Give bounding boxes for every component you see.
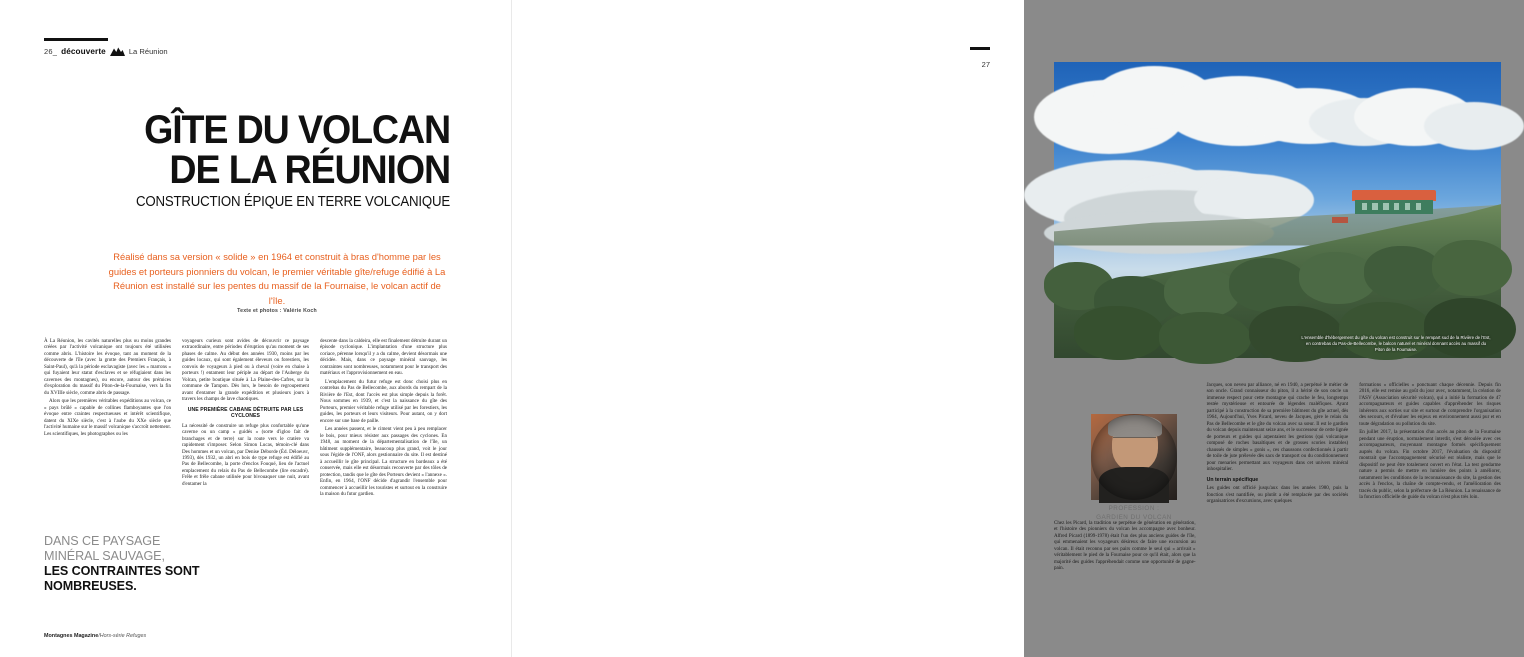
pull-quote — [44, 534, 204, 593]
magazine-name: Montagnes Magazine — [44, 633, 99, 639]
photo-caption: L'ensemble d'hébergement du gîte du volcan est construit sur le rempart sud de la Rivière de l'Est, en contrebas du Pas-de-Bellecombe, le balcon naturel et minéral donnant accès au massif du Piton de la Fournaise. — [1301, 334, 1491, 352]
paragraph: Chez les Picard, la tradition se perpétue de génération en génération, et l'histoire des pionniers du volcan les accompagne avec bonheur. Alfred Picard (1899-1978) était l'un des plus anciens guides de l'île, qui emmenaient les voyageurs désireux de faire une excursion au volcan. Il était reconnu par ses pairs comme le seul qui « arrivait » véritablement le pied de la Fournaise pour ce qu'il était, alors que la majorité des guides l'appréhendait comme une opportunité de gagne-pain. — [1054, 520, 1196, 572]
subheading-terrain: Un terrain spécifique — [1206, 476, 1259, 483]
profession-label: PROFESSION : — [1108, 505, 1160, 512]
gite-annexe-roof — [1434, 192, 1460, 199]
paragraph: Les guides ont officié jusqu'aux dans les années 1980, puis la fonction s'est nantifiée, ou plutôt a été remplacée par des sociétés organisatrices d'excursions, avec quelques — [1206, 485, 1349, 505]
running-head-left — [44, 47, 168, 56]
paragraph: L'emplacement du futur refuge est donc choisi plus en contrebas du Pas de Bellecombe, aux abords du rempart de la Rivière de l'Est, dont l'accès est plus simple depuis la forêt. Nous sommes en 1939, et c'est la naissance du gîte des Porteurs, premier véritable refuge utilisé par les forestiers, les guides, les porteurs et leurs visiteurs. Pour autant, on y dort encore sur une base de paille. — [320, 378, 447, 424]
column-3 — [320, 338, 447, 613]
hero-photo — [1054, 62, 1501, 358]
standfirst — [108, 250, 446, 308]
paragraph: descente dans la caldeira, elle est finalement détruite durant un épisode cyclonique. L'implantation d'une structure plus coriace, pérenne lorsqu'il y a du calme, devient désormais une décidée. Mais, dans ce paysage minéral sauvage, les contraintes sont nombreuses, notamment pour le transport des matériaux et l'approvisionnement en eau. — [320, 338, 447, 377]
column-r2 — [1207, 382, 1349, 614]
gite-outbuilding — [1464, 202, 1486, 209]
running-head-rule-right — [970, 47, 990, 50]
paragraph: formations « officielles » ponctuant chaque décennie. Depuis fin 2016, elle est remise au goût du jour avec, notamment, la création de l'ASV (Association sécurité volcan), qui a initié la formation de 47 accompagnateurs et guides capables d'appréhender les risques inhérents aux sorties sur site et surtout de comprendre l'organisation des secours, et d'évaluer les enjeux en environnement aussi pur et en toute dégradation ou pollution du site. — [1359, 382, 1501, 427]
window — [1394, 203, 1399, 210]
standfirst-text: Réalisé dans sa version « solide » en 1964 et construit à bras d'homme par les guides et porteurs pionniers du volcan, le premier véritable gîte/refuge édifié à La Réunion est installé sur les pentes du massif de la Fournaise, le volcan actif de l'île. — [108, 251, 446, 306]
window — [1416, 203, 1421, 210]
paragraph: À La Réunion, les cavités naturelles plus ou moins grandes créées par l'activité volcanique ont toujours été utilisées comme abris. L'histoire les évoque, tant au moment de la découverte de l'île (avec la grotte des Premiers Français, à Saint-Paul), qu'à la période esclavagiste (avec les « marrons » qui fuyaient leur statut d'esclaves et se réfugiaient dans les cavernes des montagnes), ou encore, autour des prémices d'exploration du massif du Piton-de-la-Fournaise, vers la fin du XVIIIe siècle, comme abris de passage. — [44, 338, 171, 396]
paragraph: Alors que les premières véritables expéditions au volcan, ce « pays brûlé » capable de collines flamboyantes que l'on évoque entre craintes respectueuses et intérêt scientifique, datent du XIXe siècle, c'est à l'aube du XXe siècle que l'activité humaine sur le massif volcanique s'accroît nettement. Les scientifiques, les photographes ou les — [44, 398, 171, 437]
paragraph: La nécessité de construire un refuge plus confortable qu'une caverne ou un camp « guidés » (sorte d'igloo fait de branchages et de terre) sur la route vers le cratère va rapidement s'imposer. Selon Simon Lucas, témoin-clé dans Des hommes et un volcan, par Denise Déborde (Éd. Déloeuvr, 1993), dès 1932, un abri en bois de type refuge est édifié au Pas de Bellecombe, la porte d'enclos Fouqué, lieu de l'actuel emplacement du relais du Pas de Bellecombe (lire encadré). Frêle et frêle cabane utilisée pour bivouaquer une nuit, avant d'entamer la — [182, 422, 309, 487]
folio-right: 27 — [981, 60, 990, 69]
window — [1405, 203, 1410, 210]
folio-left: 26_ — [44, 47, 58, 56]
page-right — [512, 0, 1501, 657]
window — [1372, 203, 1377, 210]
paragraph: En juillet 2017, la présentation d'un accès au piton de la Fournaise pendant une éruption, normalement interdit, s'est déroulée avec ces accompagnateurs, moyennant montagne formés spécifiquement auprès du volcan. Fin octobre 2017, l'évaluation du dispositif montrait que l'accompagnement sécurisé est réaliste, mais que le dispositif ne peut être totalement ouvert en l'état. La test gendarme nature a permis de mettre en lumière des points à améliorer, notamment les conditions de la reconnaissance du site, la gestion des accès à l'enclos, la chaîne de compte-rendu, et l'amélioration des tracés du public, selon la préfecture de La Réunion. La renaissance de la fonction officielle de guide du volcan n'est plus très loin. — [1359, 429, 1501, 501]
pull-quote-light: DANS CE PAYSAGE MINÉRAL SAUVAGE, — [44, 534, 165, 563]
destination-label: La Réunion — [128, 47, 168, 56]
magazine-issue: /Hors-série Refuges — [98, 633, 147, 639]
vegetation — [1164, 268, 1240, 318]
body-columns-right — [1054, 382, 1501, 614]
headline-kicker: CONSTRUCTION ÉPIQUE EN TERRE VOLCANIQUE — [135, 194, 450, 211]
gite-wall — [1355, 200, 1432, 214]
portrait-spacer — [1054, 382, 1196, 520]
page-title — [0, 108, 450, 211]
headline-line-1: GÎTE DU VOLCAN — [144, 108, 450, 152]
footer-left — [44, 633, 146, 639]
byline-credit: Texte et photos : Valérie Koch — [237, 308, 317, 314]
window — [1383, 203, 1388, 210]
headline-line-2: DE LA RÉUNION — [169, 147, 450, 192]
pull-quote-bold: LES CONTRAINTES SONT NOMBREUSES. — [44, 563, 200, 593]
gite-building-main — [1352, 190, 1436, 214]
running-head-right — [970, 47, 990, 72]
section-label: découverte — [61, 47, 106, 56]
running-head-rule — [44, 38, 108, 41]
paragraph: voyageurs curieux sont avides de découvrir ce paysage extraordinaire, entre périodes d'éruption qu'au moment de ses phases de calme. Au début des années 1930, moins par les guides locaux, qui sont également éleveurs ou forestiers, les convois de voyageurs à pied ou à cheval (voire en chaise à porteurs !) entament leur périple au départ de l'Auberge du Volcan, petite boutique située à La Plaine-des-Cafres, sur la commune de Tampon. Dès lors, le besoin de regroupement avant d'entamer la grande expédition et plusieurs jours à travers les champs de lave chaotiques. — [182, 338, 309, 403]
profession-value: GARDIEN DU VOLCAN — [1096, 514, 1172, 522]
gite-shed — [1332, 217, 1348, 223]
column-r3 — [1359, 382, 1501, 614]
gite-small-hut — [1297, 222, 1319, 229]
paragraph: Les années passent, et le ciment vient peu à peu remplacer le bois, pour mieux résister aux passages des cyclones. En 1948, au moment de la départementalisation de l'île, un bâtiment supplémentaire, beaucoup plus grand, voit le jour sous l'égide de l'ONF, alors gestionnaire du site. Il est destiné à accueillir le gîte principal. La structure en bardeaux a été conservée, mais elle est désormais recouverte par des tôles de protection, tandis que le gîte des Porteurs devient « l'annexe ». Enfin, en 1964, l'ONF décide d'agrandir l'ensemble pour commencer à accueillir les touristes et surtout en la construire la maison du futur gardien. — [320, 426, 447, 498]
column-r1 — [1054, 382, 1196, 614]
vegetation — [1074, 306, 1164, 360]
mountain-icon — [110, 47, 125, 56]
vegetation — [1432, 240, 1512, 296]
subheading-cyclones: UNE PREMIÈRE CABANE DÉTRUITE PAR LES CYCLONES — [187, 406, 304, 420]
window — [1362, 203, 1367, 210]
vegetation — [1229, 258, 1309, 312]
page-left — [0, 0, 512, 657]
vegetation — [1159, 312, 1251, 364]
paragraph: Jacques, son neveu par alliance, né en 1940, a perpétué le métier de son oncle. Grand connaisseur du piton, il a hérité de son oncle un immense respect pour cette montagne qui crache le feu, longtemps restée mystérieuse et entourée de légendes maléfiques. Ayant participé à la construction de sa première bâtiment du gîte actuel, dès 1964, Aujourd'hui, Yves Picard, neveu de Jacques, gère le relais du Pas de Bellecombe et le gîte du volcan avec sa sœur. Il est le gardien du volcan depuis maintenant seize ans, et le successeur de cette lignée de porteurs et guides qui arpentaient les gestions (qui volcanique composé de roches basaltiques et de grosses scories instables) chaussés de simples « gonis », ces chaussons confectionnés à partir de toile de jute prélevée dès sacs de transport ou du conditionnement pour menaries permettant aux voyageurs dans cet univers minéral inhospitalier. — [1206, 382, 1349, 473]
cloud — [1424, 102, 1524, 150]
